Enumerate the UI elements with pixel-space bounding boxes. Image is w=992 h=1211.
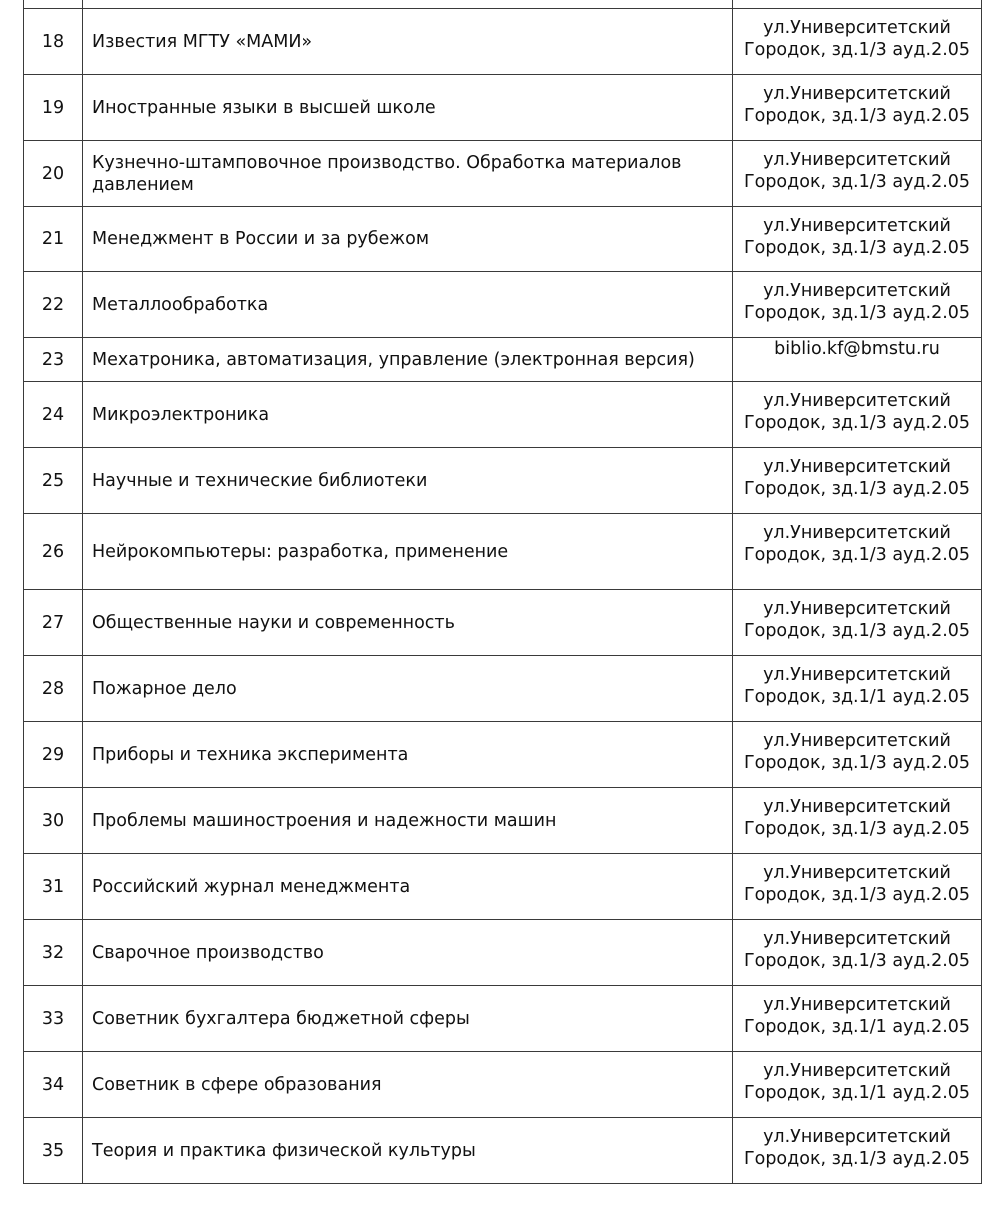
- location-cell: [733, 448, 982, 514]
- journal-title: Нейрокомпьютеры: разработка, применение: [83, 514, 733, 590]
- journal-title: Российский журнал менеджмента: [83, 854, 733, 920]
- stub-cell: [83, 0, 733, 9]
- journal-title: Пожарное дело: [83, 656, 733, 722]
- journal-title: Кузнечно-штамповочное производство. Обработка материалов давлением: [83, 141, 733, 207]
- location-building-room: Городок, зд.1/3 ауд.2.05: [743, 545, 971, 565]
- journal-title: Иностранные языки в высшей школе: [83, 75, 733, 141]
- journal-title: Микроэлектроника: [83, 382, 733, 448]
- location-street: ул.Университетский: [763, 457, 951, 477]
- location-street: ул.Университетский: [763, 599, 951, 619]
- row-number: 25: [24, 448, 83, 514]
- row-number: 26: [24, 514, 83, 590]
- location-cell: [733, 854, 982, 920]
- location-street: ул.Университетский: [763, 797, 951, 817]
- row-number: 31: [24, 854, 83, 920]
- contact-email[interactable]: biblio.kf@bmstu.ru: [774, 339, 940, 359]
- location-building-room: Городок, зд.1/3 ауд.2.05: [743, 753, 971, 773]
- journal-title: Советник бухгалтера бюджетной сферы: [83, 986, 733, 1052]
- table-row: [24, 1052, 982, 1118]
- location-cell: [733, 9, 982, 75]
- location-street: ул.Университетский: [763, 731, 951, 751]
- table-body: [24, 0, 982, 1184]
- row-number: 28: [24, 656, 83, 722]
- location-cell: [733, 1118, 982, 1184]
- row-number: 33: [24, 986, 83, 1052]
- row-number: 32: [24, 920, 83, 986]
- location-street: ул.Университетский: [763, 150, 951, 170]
- location-street: ул.Университетский: [763, 995, 951, 1015]
- location-street: ул.Университетский: [763, 863, 951, 883]
- location-cell: [733, 986, 982, 1052]
- location-street: ул.Университетский: [763, 523, 951, 543]
- table-row: [24, 920, 982, 986]
- location-street: ул.Университетский: [763, 1061, 951, 1081]
- table-row: [24, 854, 982, 920]
- location-street: ул.Университетский: [763, 216, 951, 236]
- location-cell: [733, 141, 982, 207]
- journal-title: Приборы и техника эксперимента: [83, 722, 733, 788]
- table-row: [24, 448, 982, 514]
- row-number: 21: [24, 207, 83, 272]
- location-cell: [733, 590, 982, 656]
- row-number: 23: [24, 338, 83, 382]
- location-building-room: Городок, зд.1/3 ауд.2.05: [743, 885, 971, 905]
- journal-title: Металлообработка: [83, 272, 733, 338]
- journal-title: Сварочное производство: [83, 920, 733, 986]
- location-cell: [733, 207, 982, 272]
- location-street: ул.Университетский: [763, 18, 951, 38]
- row-number: 20: [24, 141, 83, 207]
- table-row: [24, 207, 982, 272]
- journal-title: Мехатроника, автоматизация, управление (электронная версия): [83, 338, 733, 382]
- location-cell: [733, 338, 982, 382]
- location-building-room: Городок, зд.1/3 ауд.2.05: [743, 172, 971, 192]
- location-street: ул.Университетский: [763, 929, 951, 949]
- location-building-room: Городок, зд.1/3 ауд.2.05: [743, 951, 971, 971]
- location-cell: [733, 382, 982, 448]
- stub-cell: [24, 0, 83, 9]
- location-cell: [733, 722, 982, 788]
- location-building-room: Городок, зд.1/3 ауд.2.05: [743, 479, 971, 499]
- row-number: 30: [24, 788, 83, 854]
- row-number: 35: [24, 1118, 83, 1184]
- table-row: [24, 9, 982, 75]
- table-row: [24, 141, 982, 207]
- table-row: [24, 382, 982, 448]
- journal-title: Проблемы машиностроения и надежности машин: [83, 788, 733, 854]
- table-row: [24, 986, 982, 1052]
- journal-title: Теория и практика физической культуры: [83, 1118, 733, 1184]
- row-number: 22: [24, 272, 83, 338]
- journal-title: Научные и технические библиотеки: [83, 448, 733, 514]
- row-number: 29: [24, 722, 83, 788]
- table-row: [24, 338, 982, 382]
- journal-title: Менеджмент в России и за рубежом: [83, 207, 733, 272]
- location-building-room: Городок, зд.1/3 ауд.2.05: [743, 621, 971, 641]
- location-building-room: Городок, зд.1/1 ауд.2.05: [743, 687, 971, 707]
- row-number: 27: [24, 590, 83, 656]
- table-row: [24, 1118, 982, 1184]
- location-street: ул.Университетский: [763, 1127, 951, 1147]
- location-building-room: Городок, зд.1/3 ауд.2.05: [743, 819, 971, 839]
- location-cell: [733, 656, 982, 722]
- location-cell: [733, 1052, 982, 1118]
- journal-title: Общественные науки и современность: [83, 590, 733, 656]
- journal-title: Советник в сфере образования: [83, 1052, 733, 1118]
- location-cell: [733, 514, 982, 590]
- table-row: [24, 722, 982, 788]
- stub-cell: [733, 0, 982, 9]
- location-cell: [733, 788, 982, 854]
- location-street: ул.Университетский: [763, 84, 951, 104]
- row-number: 18: [24, 9, 83, 75]
- location-building-room: Городок, зд.1/3 ауд.2.05: [743, 238, 971, 258]
- location-building-room: Городок, зд.1/3 ауд.2.05: [743, 413, 971, 433]
- location-building-room: Городок, зд.1/3 ауд.2.05: [743, 106, 971, 126]
- table-row: [24, 514, 982, 590]
- location-street: ул.Университетский: [763, 281, 951, 301]
- location-street: ул.Университетский: [763, 391, 951, 411]
- table-row-continuation: [24, 0, 982, 9]
- table-row: [24, 272, 982, 338]
- table-row: [24, 788, 982, 854]
- location-building-room: Городок, зд.1/1 ауд.2.05: [743, 1083, 971, 1103]
- location-building-room: Городок, зд.1/1 ауд.2.05: [743, 1017, 971, 1037]
- location-building-room: Городок, зд.1/3 ауд.2.05: [743, 40, 971, 60]
- location-cell: [733, 75, 982, 141]
- location-building-room: Городок, зд.1/3 ауд.2.05: [743, 303, 971, 323]
- periodicals-table-container: [23, 0, 981, 1184]
- row-number: 19: [24, 75, 83, 141]
- location-building-room: Городок, зд.1/3 ауд.2.05: [743, 1149, 971, 1169]
- journal-title: Известия МГТУ «МАМИ»: [83, 9, 733, 75]
- table-row: [24, 590, 982, 656]
- location-street: ул.Университетский: [763, 665, 951, 685]
- row-number: 24: [24, 382, 83, 448]
- periodicals-table: [23, 0, 982, 1184]
- location-cell: [733, 920, 982, 986]
- table-row: [24, 656, 982, 722]
- row-number: 34: [24, 1052, 83, 1118]
- table-row: [24, 75, 982, 141]
- location-cell: [733, 272, 982, 338]
